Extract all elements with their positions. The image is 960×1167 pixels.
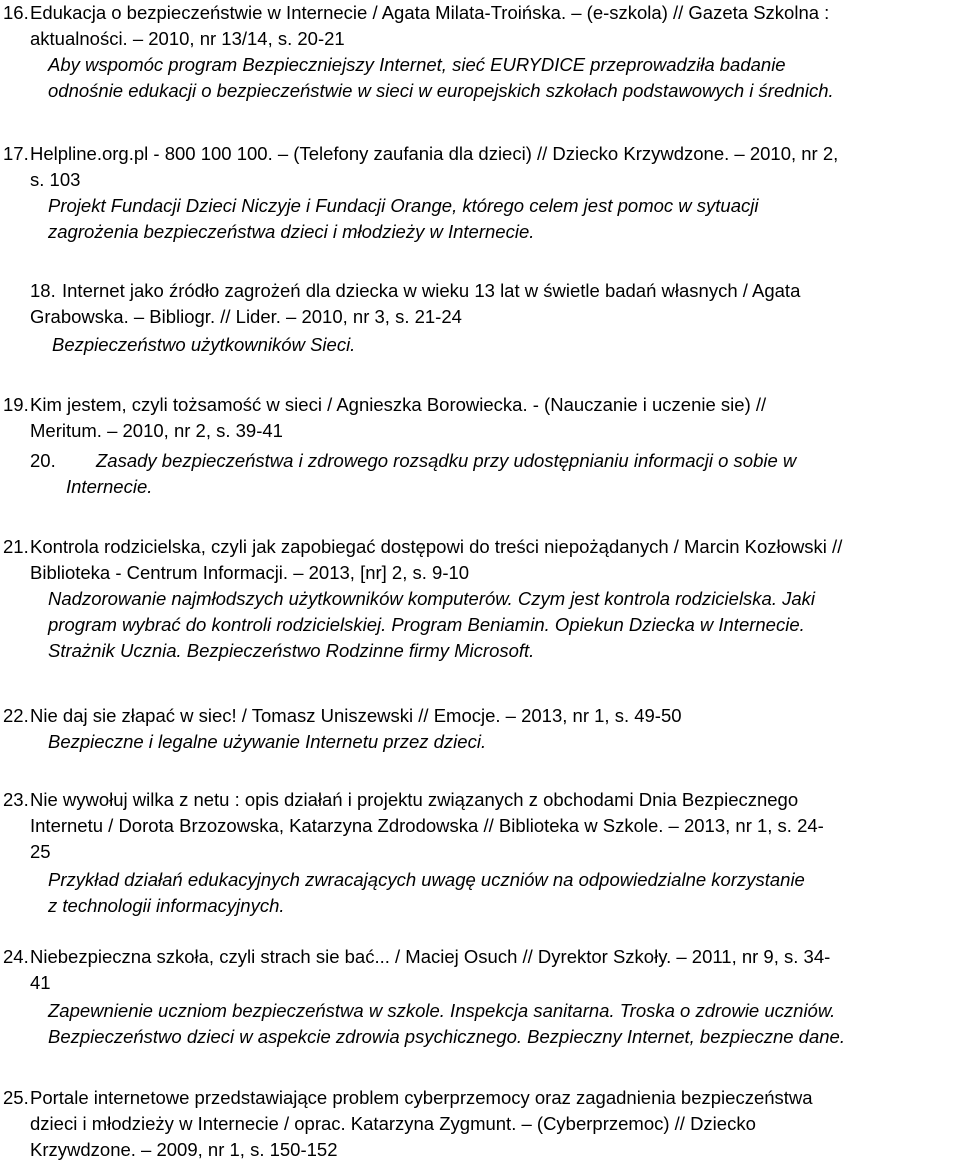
citation-line: Grabowska. – Bibliogr. // Lider. – 2010, nr 3, s. 21-24 [30,306,462,327]
annotation-line: Zasady bezpieczeństwa i zdrowego rozsądku przy udostępnianiu informacji o sobie w [96,450,797,471]
annotation-line: z technologii informacyjnych. [48,895,285,916]
annotation-line: Bezpieczeństwo użytkowników Sieci. [52,334,356,355]
entry-number: 17. [3,143,29,164]
entry-number: 18. [30,280,56,301]
annotation-line: Zapewnienie uczniom bezpieczeństwa w szkole. Inspekcja sanitarna. Troska o zdrowie uczniów. [48,1000,836,1021]
citation-line: Kim jestem, czyli tożsamość w sieci / Agnieszka Borowiecka. - (Nauczanie i uczenie sie) // [30,394,767,415]
citation-line: Helpline.org.pl - 800 100 100. – (Telefony zaufania dla dzieci) // Dziecko Krzywdzone. – 2010, nr 2, [30,143,839,164]
annotation-line: Nadzorowanie najmłodszych użytkowników komputerów. Czym jest kontrola rodzicielska. Jaki [48,588,816,609]
entry-number: 19. [3,394,29,415]
citation-line: Nie wywołuj wilka z netu : opis działań i projektu związanych z obchodami Dnia Bezpiecznego [30,789,799,810]
citation-line: Internetu / Dorota Brzozowska, Katarzyna Zdrodowska // Biblioteka w Szkole. – 2013, nr 1, s. 24- [30,815,824,836]
annotation-line: Internecie. [66,476,153,497]
annotation-line: Projekt Fundacji Dzieci Niczyje i Fundacji Orange, którego celem jest pomoc w sytuacji [48,195,759,216]
citation-line: Krzywdzone. – 2009, nr 1, s. 150-152 [30,1139,338,1160]
citation-line: s. 103 [30,169,81,190]
entry-number: 16. [3,2,29,23]
citation-line: aktualności. – 2010, nr 13/14, s. 20-21 [30,28,345,49]
entry-number: 23. [3,789,29,810]
entry-number: 22. [3,705,29,726]
annotation-line: Przykład działań edukacyjnych zwracających uwagę uczniów na odpowiedzialne korzystanie [48,869,805,890]
annotation-line: odnośnie edukacji o bezpieczeństwie w sieci w europejskich szkołach podstawowych i średnich. [48,80,834,101]
annotation-line: Bezpieczeństwo dzieci w aspekcie zdrowia psychicznego. Bezpieczny Internet, bezpieczne dane. [48,1026,845,1047]
entry-number: 25. [3,1087,29,1108]
annotation-line: Bezpieczne i legalne używanie Internetu przez dzieci. [48,731,487,752]
entry-number: 20. [30,450,56,471]
citation-line: 41 [30,972,51,993]
citation-line: dzieci i młodzieży w Internecie / oprac. Katarzyna Zygmunt. – (Cyberprzemoc) // Dziecko [30,1113,756,1134]
citation-line: Nie daj sie złapać w siec! / Tomasz Uniszewski // Emocje. – 2013, nr 1, s. 49-50 [30,705,682,726]
annotation-line: Aby wspomóc program Bezpieczniejszy Internet, sieć EURYDICE przeprowadziła badanie [48,54,786,75]
citation-line: Niebezpieczna szkoła, czyli strach sie bać... / Maciej Osuch // Dyrektor Szkoły. – 2011, nr 9, s. 34- [30,946,831,967]
annotation-line: Strażnik Ucznia. Bezpieczeństwo Rodzinne firmy Microsoft. [48,640,535,661]
citation-line: Edukacja o bezpieczeństwie w Internecie / Agata Milata-Troińska. – (e-szkola) // Gazeta Szkolna : [30,2,830,23]
citation-line: 25 [30,841,51,862]
citation-line: Meritum. – 2010, nr 2, s. 39-41 [30,420,283,441]
citation-line: Internet jako źródło zagrożeń dla dziecka w wieku 13 lat w świetle badań własnych / Agata [62,280,801,301]
citation-line: Portale internetowe przedstawiające problem cyberprzemocy oraz zagadnienia bezpieczeństwa [30,1087,813,1108]
annotation-line: zagrożenia bezpieczeństwa dzieci i młodzieży w Internecie. [48,221,535,242]
entry-number: 21. [3,536,29,557]
entry-number: 24. [3,946,29,967]
citation-line: Kontrola rodzicielska, czyli jak zapobiegać dostępowi do treści niepożądanych / Marcin Kozłowski // [30,536,843,557]
citation-line: Biblioteka - Centrum Informacji. – 2013, [nr] 2, s. 9-10 [30,562,470,583]
annotation-line: program wybrać do kontroli rodzicielskiej. Program Beniamin. Opiekun Dziecka w Internecie. [48,614,805,635]
